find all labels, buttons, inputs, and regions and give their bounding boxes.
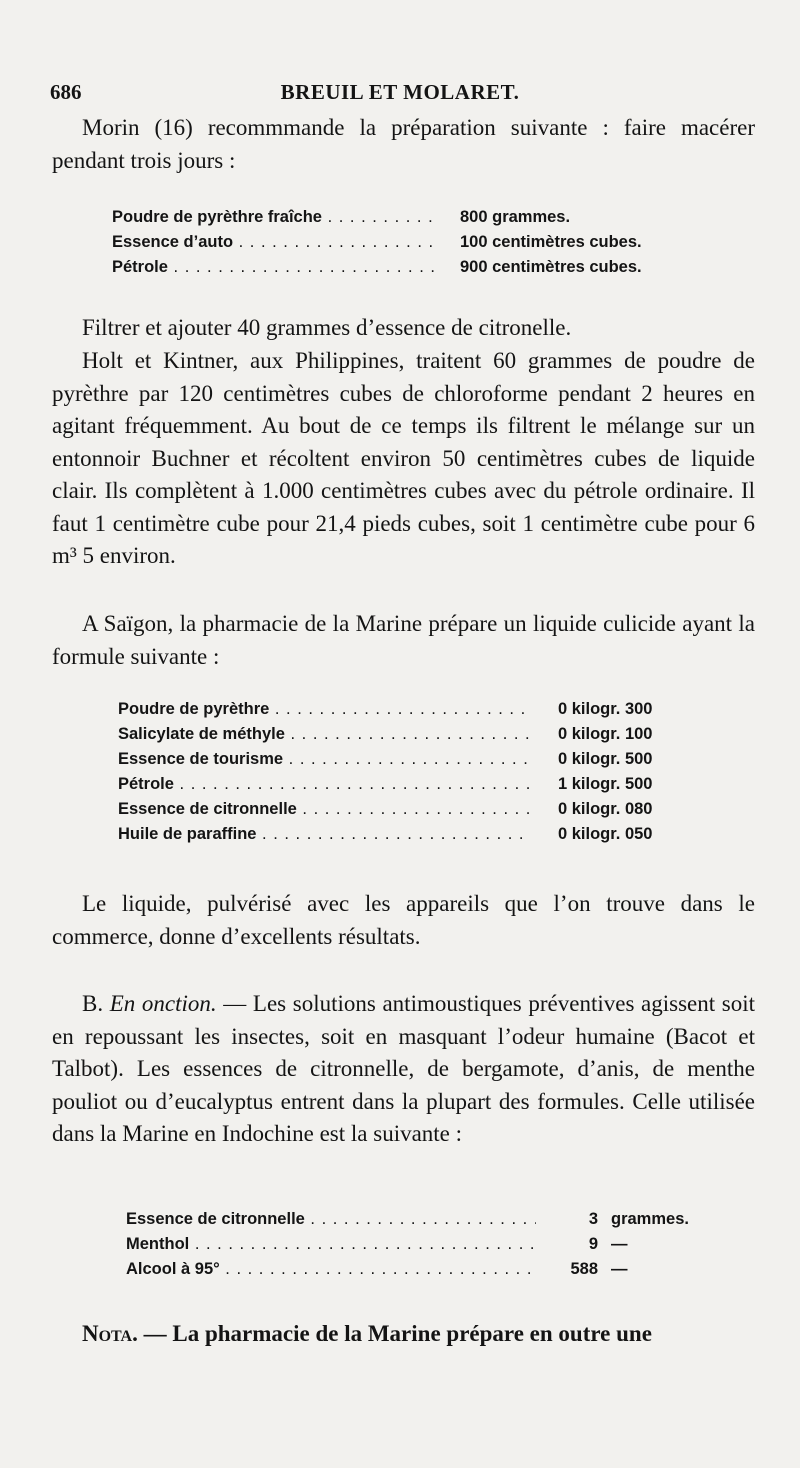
ingredient-quantity: 0 kilogr. 080 xyxy=(558,800,653,818)
ingredient-quantity: 1 kilogr. 500 xyxy=(558,775,653,793)
nota-text: — La pharmacie de la Marine prépare en outre une xyxy=(137,1321,652,1346)
recipe-table-morin xyxy=(112,205,692,280)
ingredient-label: Huile de paraffine . . . xyxy=(118,822,530,847)
ingredient-quantity: 900 centimètres cubes. xyxy=(460,258,642,276)
ingredient-quantity: 0 kilogr. 100 xyxy=(558,725,653,743)
ingredient-label: Poudre de pyrèthre . . . xyxy=(118,697,530,722)
paragraph-filter: Filtrer et ajouter 40 grammes d’essence de citronelle. xyxy=(82,315,572,340)
ingredient-label: Pétrole . . . xyxy=(112,255,437,280)
table-row xyxy=(118,722,698,747)
table-row xyxy=(112,230,692,255)
paragraph-onction xyxy=(52,988,755,1151)
ingredient-unit: — xyxy=(611,1260,628,1278)
ingredient-quantity: 0 kilogr. 300 xyxy=(558,700,653,718)
section-letter: B. xyxy=(82,991,110,1016)
table-row xyxy=(126,1207,689,1232)
ingredient-quantity: 3 xyxy=(588,1210,598,1228)
ingredient-quantity: 0 kilogr. 500 xyxy=(558,750,653,768)
ingredient-quantity: 800 grammes. xyxy=(460,208,571,226)
paragraph-morin: Morin (16) recommmande la préparation suivante : faire macérer pendant trois jours : xyxy=(52,115,755,173)
table-row xyxy=(126,1257,686,1282)
table-row xyxy=(118,747,698,772)
ingredient-unit: — xyxy=(611,1235,628,1253)
table-row xyxy=(118,772,698,797)
ingredient-quantity: 100 centimètres cubes. xyxy=(460,233,642,251)
table-row xyxy=(112,255,692,280)
ingredient-label: Alcool à 95° . . . xyxy=(126,1257,536,1282)
ingredient-label: Salicylate de méthyle . . . xyxy=(118,722,530,747)
running-header xyxy=(50,80,750,110)
paragraph-liquid-result: Le liquide, pulvérisé avec les appareils que l’on trouve dans le commerce, donne d’excellents résultats. xyxy=(52,891,755,949)
ingredient-label: Essence de citronnelle . . . xyxy=(118,797,530,822)
ingredient-unit: grammes. xyxy=(611,1210,689,1228)
ingredient-label: Essence d’auto . . . xyxy=(112,230,437,255)
paragraph-holt-kintner: Holt et Kintner, aux Philippines, traitent 60 grammes de poudre de pyrèthre par 120 centimètres cubes de chloroforme pendant 2 heures en agitant fréquemment. Au bout de ce temps ils filtrent le mélange sur un entonnoir Buchner et récoltent environ 50 centimètres cubes de liquide clair. Ils complètent à 1.000 centimètres cubes avec du pétrole ordinaire. Il faut 1 centimètre cube pour 21,4 pieds cubes, soit 1 centimètre cube pour 6 m³ 5 environ. xyxy=(52,348,755,568)
table-row xyxy=(112,205,692,230)
page-number: 686 xyxy=(50,80,82,104)
ingredient-label: Pétrole . . . xyxy=(118,772,530,797)
ingredient-label: Essence de citronnelle . . . xyxy=(126,1207,536,1232)
paragraph-saigon: A Saïgon, la pharmacie de la Marine prépare un liquide culicide ayant la formule suivante : xyxy=(52,611,755,669)
ingredient-quantity: 0 kilogr. 050 xyxy=(558,825,653,843)
section-heading: En onction. xyxy=(109,991,217,1016)
ingredient-label: Menthol . . . xyxy=(126,1232,536,1257)
recipe-table-saigon xyxy=(118,697,698,847)
nota-label: Nota. xyxy=(82,1321,138,1346)
recipe-table-indochine xyxy=(126,1207,689,1282)
ingredient-label: Essence de tourisme . . . xyxy=(118,747,530,772)
paragraph-nota xyxy=(52,1318,755,1351)
ingredient-quantity: 588 xyxy=(570,1260,598,1278)
ingredient-quantity: 9 xyxy=(588,1235,598,1253)
table-row xyxy=(118,797,698,822)
running-title: BREUIL ET MOLARET. xyxy=(280,80,520,104)
section-text: — Les solutions antimoustiques préventives agissent soit en repoussant les insectes, soit en masquant l’odeur humaine (Bacot et Talbot). Les essences de citronnelle, de bergamote, d’anis, de menthe pouliot ou d’eucalyptus entrent dans la plupart des formules. Celle utilisée dans la Marine en Indochine est la suivante : xyxy=(52,991,755,1146)
table-row xyxy=(126,1232,686,1257)
ingredient-label: Poudre de pyrèthre fraîche . . . xyxy=(112,205,437,230)
table-row xyxy=(118,697,698,722)
table-row xyxy=(118,822,698,847)
